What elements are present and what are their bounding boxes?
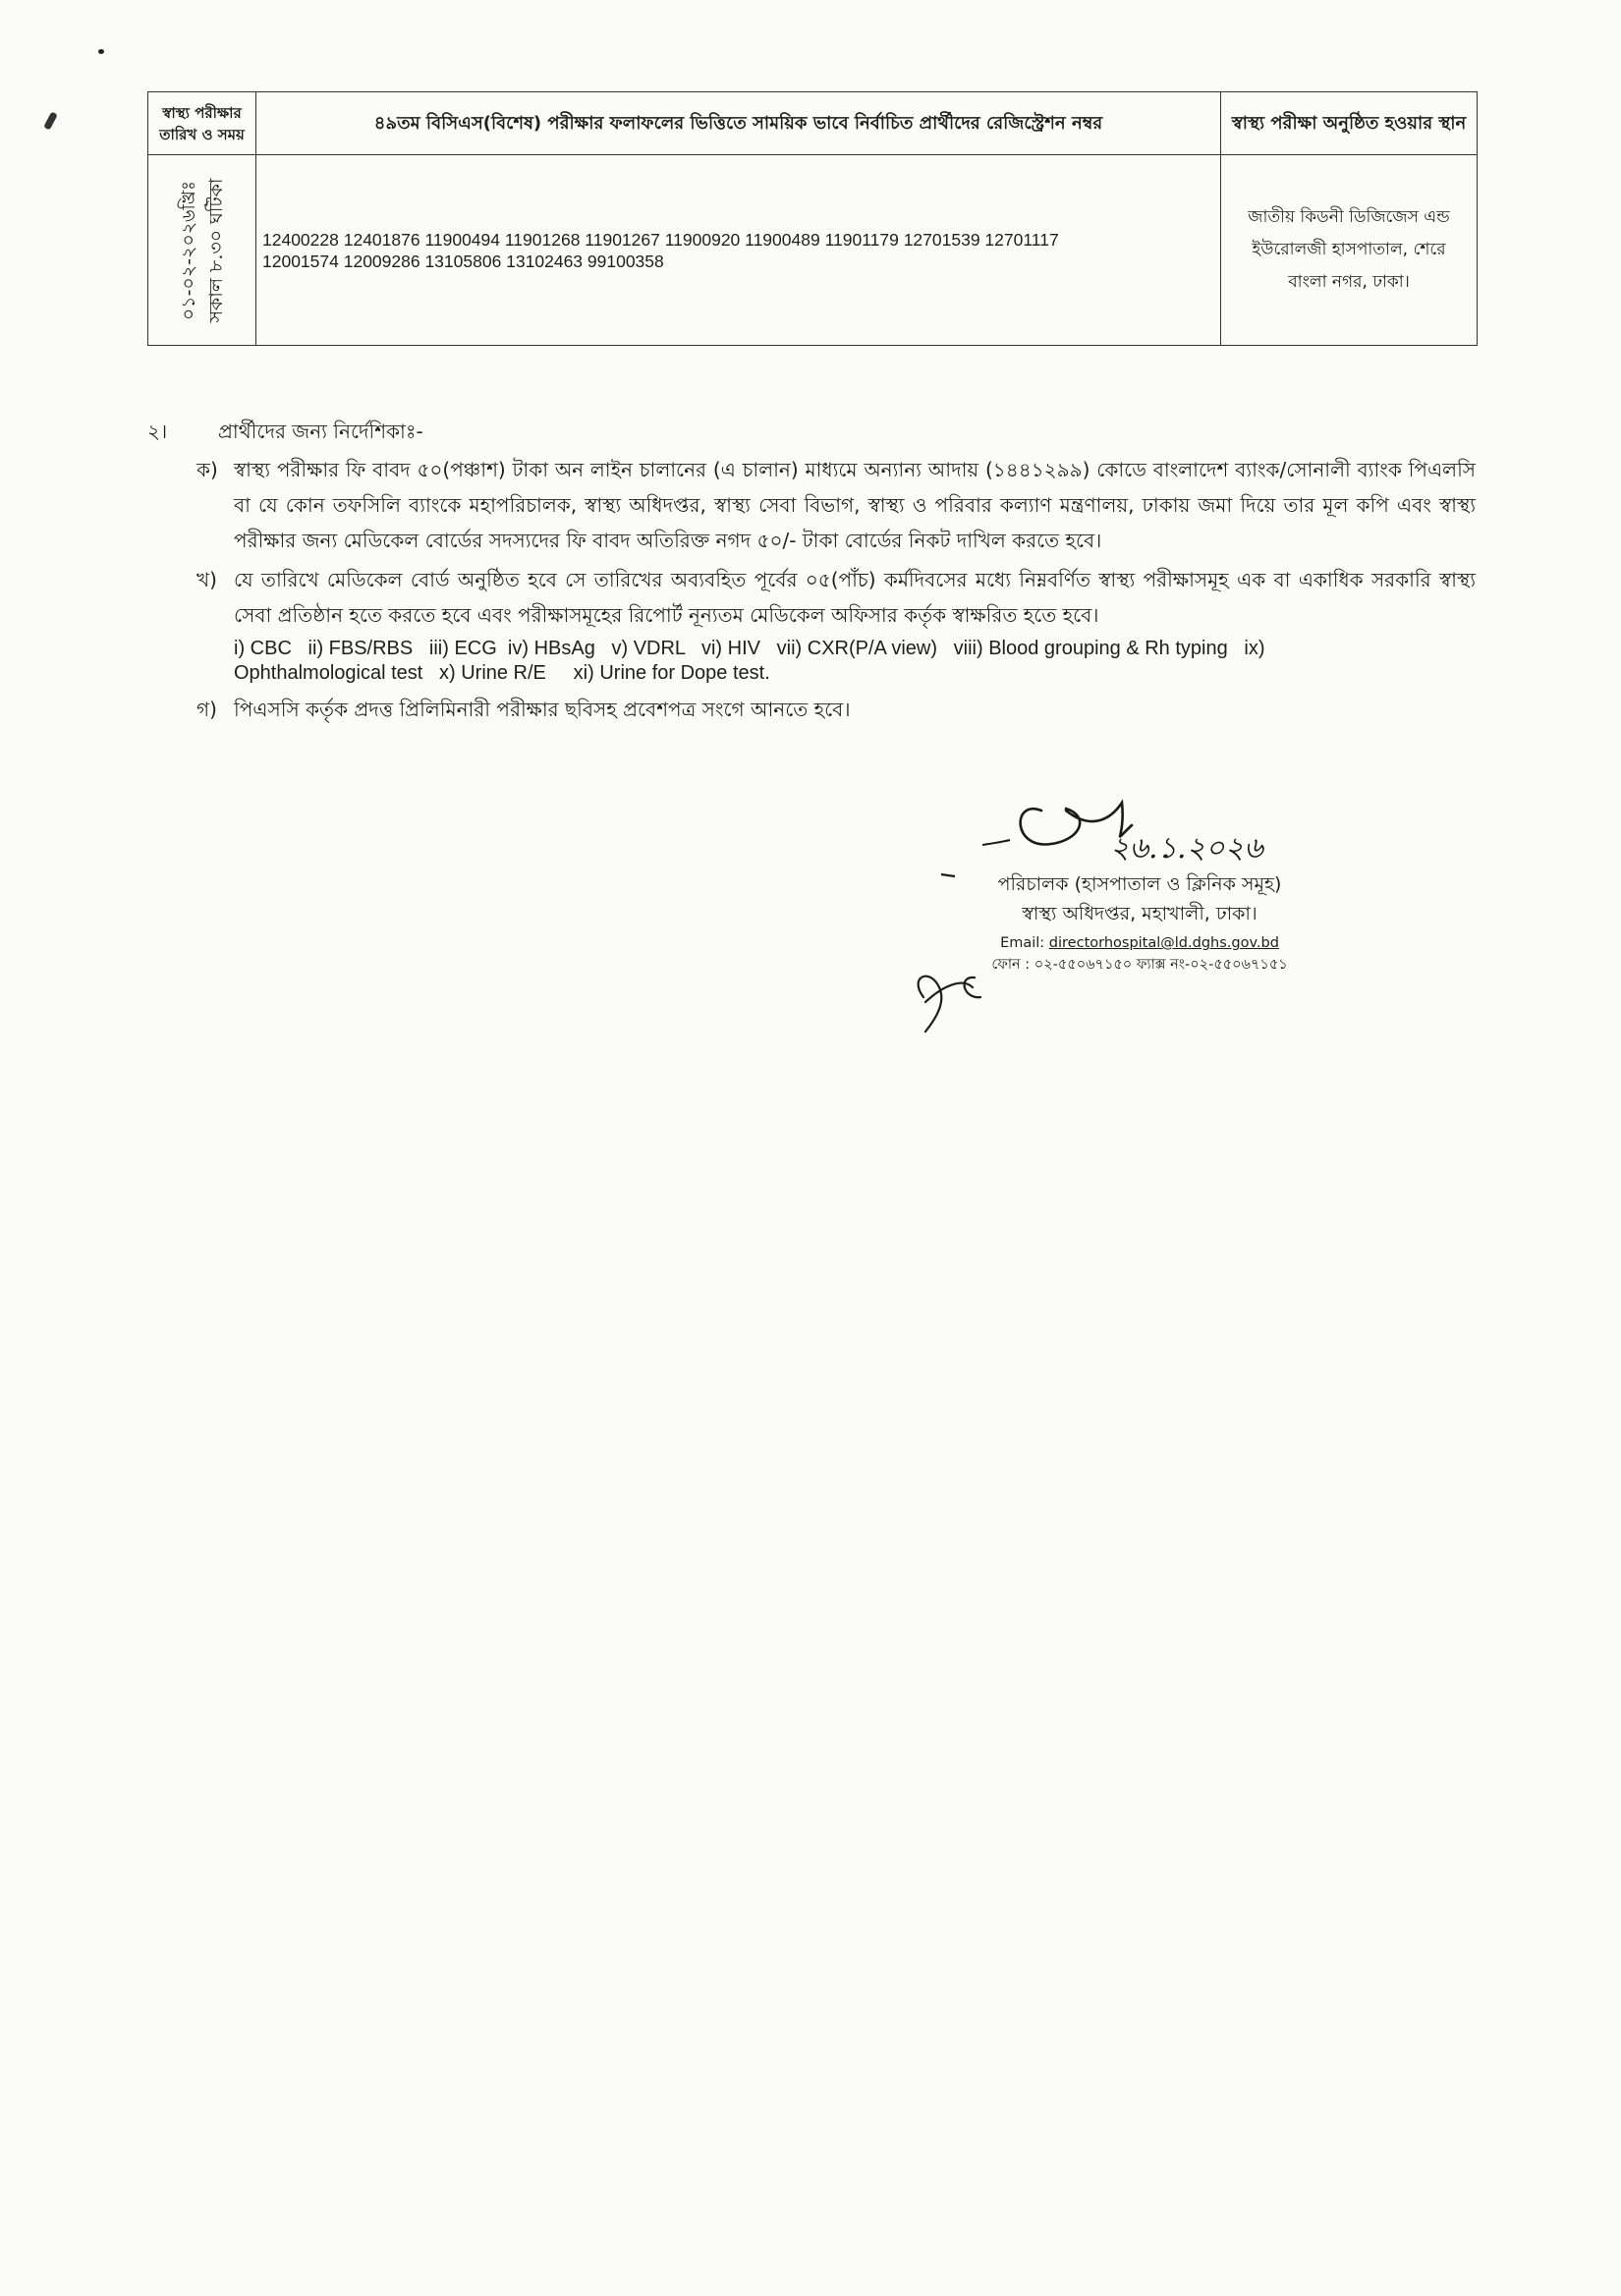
email-label: Email: xyxy=(1000,935,1045,951)
section-number: ২। xyxy=(147,420,168,443)
registration-numbers-line-1: 12400228 12401876 11900494 11901268 11901267 11900920 11900489 11901179 12701539 12701117 xyxy=(262,229,1059,250)
scan-mark xyxy=(43,111,58,130)
handwritten-date: ২৬.১.২০২৬ xyxy=(1110,831,1263,866)
instruction-text: পিএসসি কর্তৃক প্রদত্ত প্রিলিমিনারী পরীক্ষার ছবিসহ প্রবেশপত্র সংগে আনতে হবে। xyxy=(234,698,851,721)
table-header-row xyxy=(148,92,1478,155)
email-link[interactable]: directorhospital@ld.dghs.gov.bd xyxy=(1048,935,1279,951)
instruction-label: গ) xyxy=(196,698,217,721)
instructions-section xyxy=(147,415,1476,727)
table-row xyxy=(148,155,1478,346)
header-date-time: স্বাস্থ্য পরীক্ষার তারিখ ও সময় xyxy=(148,92,256,155)
signatory-title: পরিচালক (হাসপাতাল ও ক্লিনিক সমূহ) xyxy=(997,873,1282,895)
signature-block xyxy=(865,791,1415,1066)
scan-speck xyxy=(98,49,104,54)
required-tests-list xyxy=(147,637,1476,686)
registration-numbers-cell xyxy=(256,155,1221,346)
tests-line-2: Ophthalmological test x) Urine R/E xi) Urine for Dope test. xyxy=(234,662,770,684)
rotated-date-time xyxy=(175,178,230,322)
instruction-label: খ) xyxy=(196,568,217,591)
instruction-text: যে তারিখে মেডিকেল বোর্ড অনুষ্ঠিত হবে সে তারিখের অব্যবহিত পূর্বের ০৫(পাঁচ) কর্মদিবসের মধ্যে নিম্নবর্ণিত স্বাস্থ্য পরীক্ষাসমূহ এক বা একাধিক সরকারি স্বাস্থ্য সেবা প্রতিষ্ঠান হতে করতে হবে এবং পরীক্ষাসমূহের রিপোর্ট নূন্যতম মেডিকেল অফিসার কর্তৃক স্বাক্ষরিত হতে হবে। xyxy=(234,568,1476,627)
instruction-item-ka xyxy=(147,452,1476,558)
tests-line-1: i) CBC ii) FBS/RBS iii) ECG iv) HBsAg v) VDRL vi) HIV vii) CXR(P/A view) viii) Blood grouping & Rh typing ix) xyxy=(234,638,1265,659)
instruction-text: স্বাস্থ্য পরীক্ষার ফি বাবদ ৫০(পঞ্চাশ) টাকা অন লাইন চালানের (এ চালান) মাধ্যমে অন্যান্য আদায় (১৪৪১২৯৯) কোডে বাংলাদেশ ব্যাংক/সোনালী ব্যাংক পিএলসি বা যে কোন তফসিলি ব্যাংকে মহাপরিচালক, স্বাস্থ্য অধিদপ্তর, স্বাস্থ্য সেবা বিভাগ, স্বাস্থ্য ও পরিবার কল্যাণ মন্ত্রণালয়, ঢাকায় জমা দিয়ে তার মূল কপি এবং স্বাস্থ্য পরীক্ষার জন্য মেডিকেল বোর্ডের সদস্যদের ফি বাবদ অতিরিক্ত নগদ ৫০/- টাকা বোর্ডের নিকট দাখিল করতে হবে। xyxy=(234,458,1476,552)
signatory-office: স্বাস্থ্য অধিদপ্তর, মহাখালী, ঢাকা। xyxy=(1022,903,1258,924)
signatory-phone: ফোন : ০২-৫৫০৬৭১৫০ ফ্যাক্স নং-০২-৫৫০৬৭১৫১ xyxy=(991,957,1288,973)
signatory-details xyxy=(865,869,1415,976)
instruction-item-kha xyxy=(147,562,1476,633)
instruction-label: ক) xyxy=(196,458,218,481)
header-registration-numbers: ৪৯তম বিসিএস(বিশেষ) পরীক্ষার ফলাফলের ভিত্তিতে সাময়িক ভাবে নির্বাচিত প্রার্থীদের রেজিস্ট্রেশন নম্বর xyxy=(256,92,1221,155)
exam-time: সকাল ৮.৩০ ঘটিকা xyxy=(204,178,227,322)
exam-date: ০১-০২-২০২৬খ্রিঃ xyxy=(177,180,199,320)
venue-cell: জাতীয় কিডনী ডিজিজেস এন্ড ইউরোলজী হাসপাতাল, শেরে বাংলা নগর, ঢাকা। xyxy=(1221,155,1478,346)
header-venue: স্বাস্থ্য পরীক্ষা অনুষ্ঠিত হওয়ার স্থান xyxy=(1221,92,1478,155)
registration-numbers-line-2: 12001574 12009286 13105806 13102463 99100358 xyxy=(262,251,664,271)
registration-table xyxy=(147,91,1478,346)
section-title: প্রার্থীদের জন্য নির্দেশিকাঃ- xyxy=(218,420,423,443)
instructions-heading xyxy=(147,415,1476,448)
exam-date-cell xyxy=(148,155,256,346)
signatory-email-line xyxy=(865,932,1415,954)
instruction-item-ga xyxy=(147,692,1476,727)
